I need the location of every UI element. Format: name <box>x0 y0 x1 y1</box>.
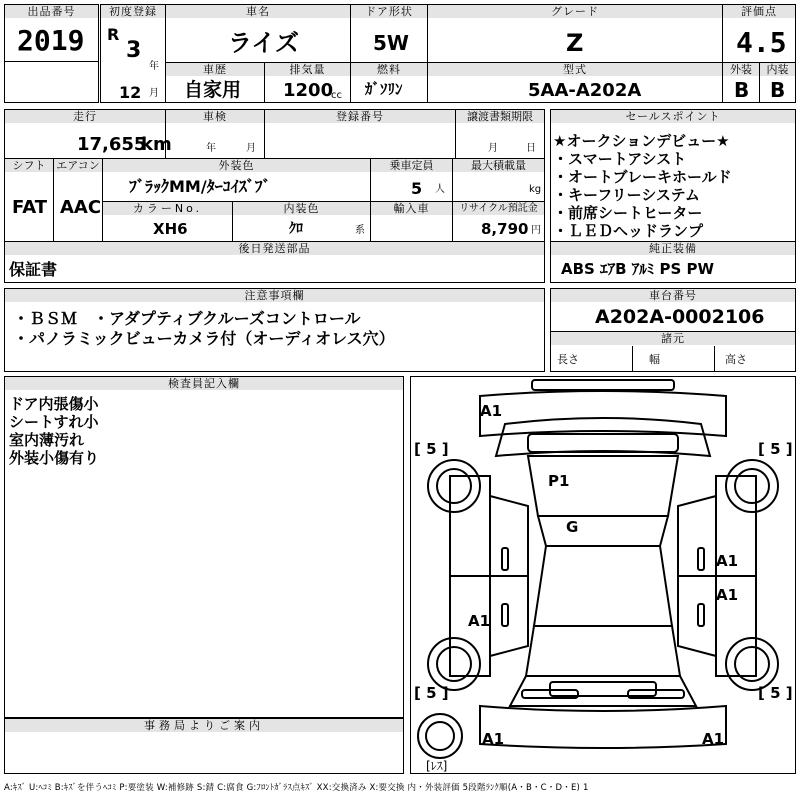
model-value: 5AA-A202A <box>528 80 642 101</box>
displacement-label: 排気量 <box>265 63 350 76</box>
damage-mark-rear-left: A1 <box>482 730 505 748</box>
exterior-color-cell <box>102 158 371 202</box>
car-name-label: 車名 <box>166 5 350 18</box>
list-item: ・ＬＥＤヘッドランプ <box>553 222 704 240</box>
grade-value: Z <box>566 29 584 57</box>
list-item: ・オートブレーキホールド <box>553 168 732 186</box>
color-number-value: XH6 <box>153 220 188 238</box>
import-cell <box>370 201 453 242</box>
capacity-label: 乗車定員 <box>371 159 452 172</box>
car-damage-diagram <box>410 376 796 774</box>
damage-mark-right-rear-door: A1 <box>716 586 739 604</box>
history-label: 車歴 <box>166 63 264 76</box>
list-item: ・キーフリーシステム <box>553 186 700 204</box>
exterior-score-label: 外装 <box>723 63 759 76</box>
tire-mark-front-left: [ 5 ] <box>414 440 449 458</box>
year-unit: 年 <box>149 61 159 72</box>
ac-value: AAC <box>60 197 102 218</box>
displacement-unit: cc <box>331 90 342 101</box>
recycle-unit: 円 <box>531 225 541 236</box>
spare-tire-label: [ﾚｽ] <box>426 759 448 773</box>
list-item: 室内薄汚れ <box>9 431 85 449</box>
year-value: 3 <box>126 38 142 63</box>
damage-mark-hood: P1 <box>548 472 570 490</box>
import-label: 輸入車 <box>371 202 452 215</box>
grade-cell <box>427 4 723 63</box>
interior-score-cell <box>759 62 796 103</box>
model-cell <box>427 62 723 103</box>
damage-mark-front-bumper: A1 <box>480 402 503 420</box>
shift-label: シフト <box>5 159 53 172</box>
standard-equipment-value: ABS ｴｱB ｱﾙﾐ PS PW <box>561 260 715 278</box>
list-item: ・スマートアシスト <box>553 150 687 168</box>
list-item: 外装小傷有り <box>9 449 100 467</box>
sales-points-list <box>553 132 732 240</box>
score-label: 評価点 <box>723 5 795 18</box>
roof-front-shape <box>538 516 668 546</box>
list-item: シートすれ小 <box>9 413 99 431</box>
month-value: 12 <box>119 83 142 102</box>
list-item: ・ＢＳＭ ・アダプティブクルーズコントロール <box>13 309 361 328</box>
lot-number-cell <box>4 4 99 62</box>
office-notice-cell <box>4 718 404 774</box>
load-cell <box>452 158 545 202</box>
history-value: 自家用 <box>184 79 242 101</box>
mileage-cell <box>4 109 172 159</box>
color-number-label: カラーNo. <box>103 202 232 215</box>
tire-mark-front-right: [ 5 ] <box>758 440 793 458</box>
car-name-cell <box>165 4 351 63</box>
sales-points-cell <box>550 109 796 242</box>
interior-score-label: 内装 <box>760 63 795 76</box>
car-name-value: ライズ <box>228 29 300 57</box>
mileage-unit: km <box>141 134 172 155</box>
sales-points-label: セールスポイント <box>551 110 795 123</box>
registration-label: 登録番号 <box>265 110 455 123</box>
grade-label: グレード <box>428 5 722 18</box>
month-unit: 月 <box>149 88 159 99</box>
list-item: ★オークションデビュー★ <box>553 132 730 150</box>
door-value: 5W <box>373 31 409 55</box>
mileage-value: 17,655 <box>77 134 147 155</box>
inspector-notes-cell <box>4 376 404 718</box>
later-parts-value: 保証書 <box>9 260 58 279</box>
interior-color-cell <box>232 201 371 242</box>
exterior-color-label: 外装色 <box>103 159 370 172</box>
later-parts-cell <box>4 241 545 283</box>
roof-shape <box>534 546 672 626</box>
color-number-cell <box>102 201 233 242</box>
length-label: 長さ <box>557 353 579 366</box>
width-label: 幅 <box>649 353 660 366</box>
notes-cell <box>4 288 545 372</box>
front-left-wheel <box>428 460 480 512</box>
model-label: 型式 <box>428 63 722 76</box>
capacity-unit: 人 <box>435 184 445 195</box>
fuel-value: ｶﾞｿﾘﾝ <box>365 80 403 98</box>
shift-value: FAT <box>12 197 48 218</box>
interior-color-label: 内装色 <box>233 202 370 215</box>
tire-mark-rear-right: [ 5 ] <box>758 684 793 702</box>
damage-mark-right-front-door: A1 <box>716 552 739 570</box>
interior-color-unit: 系 <box>355 225 365 236</box>
history-cell <box>165 62 265 103</box>
chassis-number-label: 車台番号 <box>551 289 795 302</box>
front-right-wheel <box>726 460 778 512</box>
dimensions-label: 諸元 <box>551 332 795 345</box>
score-cell <box>722 4 796 63</box>
notes-list <box>13 309 395 349</box>
capacity-value: 5 <box>411 179 423 198</box>
inspection-year-unit: 年 <box>206 143 216 154</box>
first-registration-cell <box>100 4 166 103</box>
interior-score-value: B <box>770 78 786 102</box>
lot-number-label: 出品番号 <box>5 5 98 18</box>
list-item: ドア内張傷小 <box>9 395 99 413</box>
damage-mark-windshield: G <box>566 518 579 536</box>
chassis-number-value: A202A-0002106 <box>595 306 765 328</box>
interior-color-value: ｸﾛ <box>289 221 303 237</box>
inspection-cell <box>165 109 265 159</box>
exterior-score-cell <box>722 62 760 103</box>
inspection-label: 車検 <box>166 110 264 123</box>
height-label: 高さ <box>725 353 747 366</box>
load-label: 最大積載量 <box>453 159 544 172</box>
ac-cell <box>53 158 103 242</box>
lot-number-value: 2019 <box>17 24 85 57</box>
transfer-month-unit: 月 <box>488 143 498 154</box>
front-bumper-shape <box>480 391 726 436</box>
list-item: ・前席シートヒーター <box>553 204 703 222</box>
standard-equipment-label: 純正装備 <box>551 242 795 255</box>
transfer-cell <box>455 109 545 159</box>
door-label: ドア形状 <box>351 5 427 18</box>
spare-tire <box>418 714 462 758</box>
rear-bumper-shape <box>480 706 726 748</box>
standard-equipment-cell <box>550 241 796 283</box>
rear-window-shape <box>526 626 680 676</box>
ac-label: エアコン <box>54 159 102 172</box>
damage-mark-rear-right: A1 <box>702 730 725 748</box>
list-item: ・パノラミックビューカメラ付（オーディオレス穴） <box>13 329 395 348</box>
door-cell <box>350 4 428 63</box>
later-parts-label: 後日発送部品 <box>5 242 544 255</box>
inspector-notes-list <box>9 395 99 467</box>
displacement-cell <box>264 62 351 103</box>
shift-cell <box>4 158 54 242</box>
rear-right-wheel <box>726 638 778 690</box>
damage-mark-left-rear-door: A1 <box>468 612 491 630</box>
registration-cell <box>264 109 456 159</box>
exterior-color-value: ﾌﾞﾗｯｸMM/ﾀｰｺｲｽﾞﾌﾞ <box>129 177 271 196</box>
inspection-month-unit: 月 <box>246 143 256 154</box>
transfer-label: 譲渡書類期限 <box>456 110 544 123</box>
inspector-notes-label: 検査員記入欄 <box>5 377 403 390</box>
lot-blank-cell <box>4 61 99 103</box>
legend-footer: A:ｷｽﾞ U:ﾍｺﾐ B:ｷｽﾞを伴うﾍｺﾐ P:要塗装 W:補修跡 S:錆 C:腐食 G:ﾌﾛﾝﾄｶﾞﾗｽ点ｷｽﾞ XX:交換済み X:要交換 内・外装評価 5段階ﾗﾝｸ順(A・B・C・D・E) 1 <box>4 783 589 793</box>
capacity-cell <box>370 158 453 202</box>
rear-left-wheel <box>428 638 480 690</box>
era-value: R <box>107 25 120 44</box>
tire-mark-rear-left: [ 5 ] <box>414 684 449 702</box>
recycle-label: リサイクル預託金 <box>453 202 544 215</box>
fuel-cell <box>350 62 428 103</box>
dimensions-cell <box>550 331 796 372</box>
score-value: 4.5 <box>736 26 787 59</box>
transfer-day-unit: 日 <box>526 143 536 154</box>
displacement-value: 1200 <box>283 80 334 101</box>
grille-shape <box>528 434 678 452</box>
notes-label: 注意事項欄 <box>5 289 544 302</box>
mileage-label: 走行 <box>5 110 165 123</box>
fuel-label: 燃料 <box>351 63 427 76</box>
office-notice-label: 事務局よりご案内 <box>5 719 403 732</box>
roof-rail-shape <box>532 380 674 390</box>
load-unit: kg <box>529 184 542 195</box>
first-registration-label: 初度登録 <box>101 5 165 18</box>
recycle-value: 8,790 <box>481 220 529 238</box>
exterior-score-value: B <box>734 78 750 102</box>
chassis-number-cell <box>550 288 796 332</box>
recycle-cell <box>452 201 545 242</box>
